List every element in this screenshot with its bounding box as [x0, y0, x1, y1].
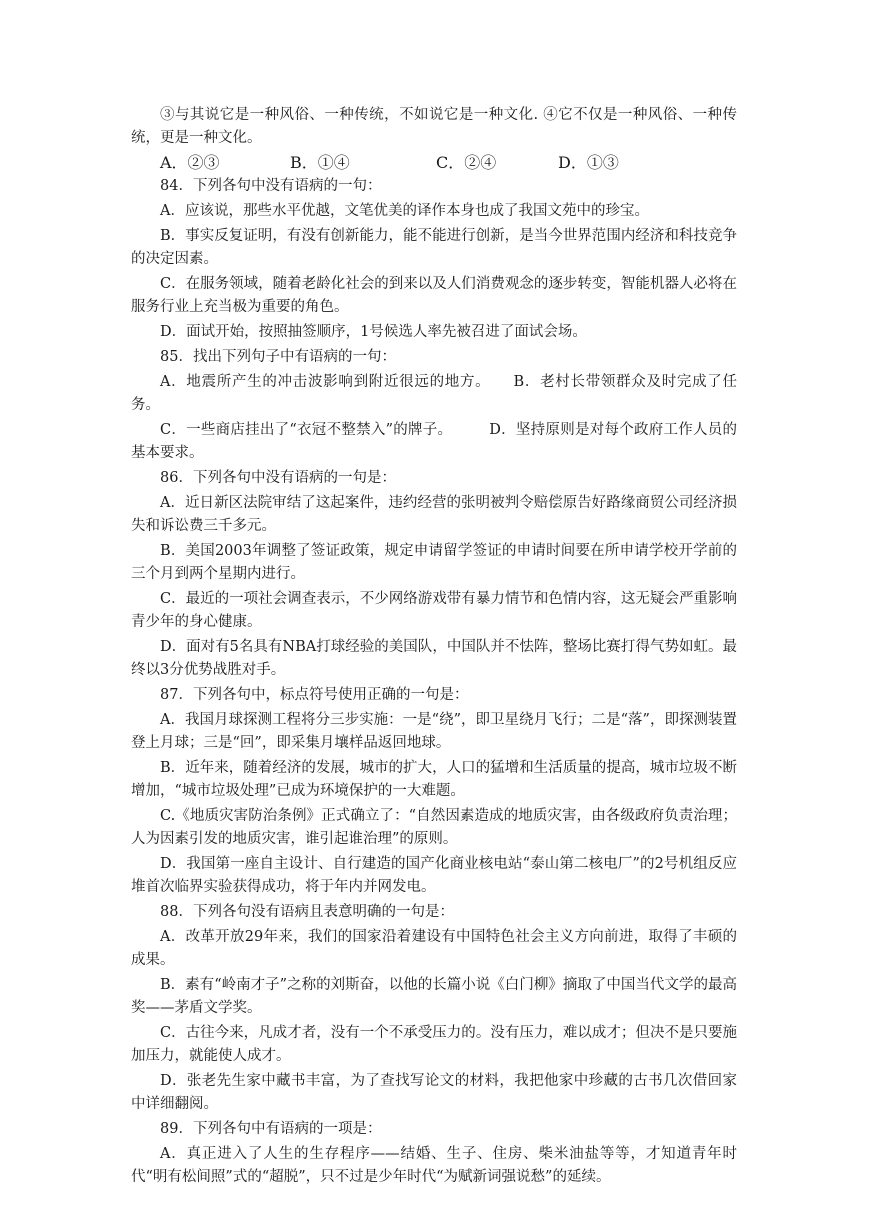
q87-option-d: D．我国第一座自主设计、自行建造的国产化商业核电站“泰山第二核电厂”的2号机组反应堆首次临界实验获得成功，将于年内并网发电。: [131, 856, 737, 895]
q86-option-d: D．面对有5名具有NBA打球经验的美国队，中国队并不怯阵，整场比赛打得气势如虹。最终以3分优势战胜对手。: [131, 639, 737, 678]
q83-choice-a: A．②③: [160, 153, 220, 172]
q84-option-b: B．事实反复证明，有没有创新能力，能不能进行创新，是当今世界范围内经济和科技竞争的决定因素。: [131, 228, 737, 267]
q88-option-c: C．古往今来，凡成才者，没有一个不承受压力的。没有压力，难以成才；但决不是只要施加压力，就能使人成才。: [131, 1025, 737, 1064]
q87-option-c: C.《地质灾害防治条例》正式确立了：“自然因素造成的地质灾害，由各级政府负责治理；人为因素引发的地质灾害，谁引起谁治理”的原则。: [131, 808, 737, 847]
q86-stem: 86．下列各句中没有语病的一句是：: [160, 470, 396, 486]
q87-stem: 87．下列各句中，标点符号使用正确的一句是：: [160, 687, 469, 703]
q84-option-c: C．在服务领域，随着老龄化社会的到来以及人们消费观念的逐步转变，智能机器人必将在服务行业上充当极为重要的角色。: [131, 276, 737, 315]
q83-choice-c: C．②④: [436, 153, 497, 172]
q83-option-text: ③与其说它是一种风俗、一种传统，不如说它是一种文化. ④它不仅是一种风俗、一种传统，更是一种文化。: [131, 107, 737, 146]
q87-option-a: A．我国月球探测工程将分三步实施：一是“绕”，即卫星绕月飞行；二是“落”，即探测装置登上月球；三是“回”，即采集月壤样品返回地球。: [131, 712, 737, 751]
q85-stem: 85．找出下列句子中有语病的一句：: [160, 349, 396, 365]
q88-option-d: D．张老先生家中藏书丰富，为了查找写论文的材料，我把他家中珍藏的古书几次借回家中详细翻阅。: [131, 1073, 737, 1112]
q85-options-ab: A．地震所产生的冲击波影响到附近很远的地方。 B．老村长带领群众及时完成了任务。: [131, 374, 737, 413]
q83-answer-options: [131, 150, 737, 173]
q89-option-a: A．真正进入了人生的生存程序——结婚、生子、住房、柴米油盐等等，才知道青年时代“明有松间照”式的“超脱”，只不过是少年时代“为赋新词强说愁”的延续。: [131, 1146, 737, 1185]
q89-stem: 89．下列各句中有语病的一项是：: [160, 1121, 382, 1137]
q88-option-a: A．改革开放29年来，我们的国家沿着建设有中国特色社会主义方向前进，取得了丰硕的成果。: [131, 929, 737, 968]
q86-option-c: C．最近的一项社会调查表示，不少网络游戏带有暴力情节和色情内容，这无疑会严重影响青少年的身心健康。: [131, 591, 737, 630]
q86-option-a: A．近日新区法院审结了这起案件，违约经营的张明被判令赔偿原告好路缘商贸公司经济损失和诉讼费三千多元。: [131, 495, 737, 534]
q87-option-b: B．近年来，随着经济的发展，城市的扩大，人口的猛增和生活质量的提高，城市垃圾不断增加，“城市垃圾处理”已成为环境保护的一大难题。: [131, 760, 737, 799]
q84-stem: 84．下列各句中没有语病的一句：: [160, 178, 382, 194]
q85-options-cd: C．一些商店挂出了“衣冠不整禁入”的牌子。 D．坚持原则是对每个政府工作人员的基本要求。: [131, 422, 737, 461]
q83-choice-d: D．①③: [558, 153, 619, 172]
document-body: [131, 104, 737, 1189]
q86-option-b: B．美国2003年调整了签证政策，规定申请留学签证的申请时间要在所申请学校开学前的三个月到两个星期内进行。: [131, 543, 737, 582]
q84-option-a: A．应该说，那些水平优越，文笔优美的译作本身也成了我国文苑中的珍宝。: [160, 203, 649, 219]
q84-option-d: D．面试开始，按照抽签顺序，1号候选人率先被召进了面试会场。: [160, 324, 587, 340]
q83-choice-b: B．①④: [290, 153, 350, 172]
q88-stem: 88．下列各句没有语病且表意明确的一句是：: [160, 904, 454, 920]
q88-option-b: B．素有“岭南才子”之称的刘斯奋，以他的长篇小说《白门柳》摘取了中国当代文学的最高奖——茅盾文学奖。: [131, 977, 737, 1016]
